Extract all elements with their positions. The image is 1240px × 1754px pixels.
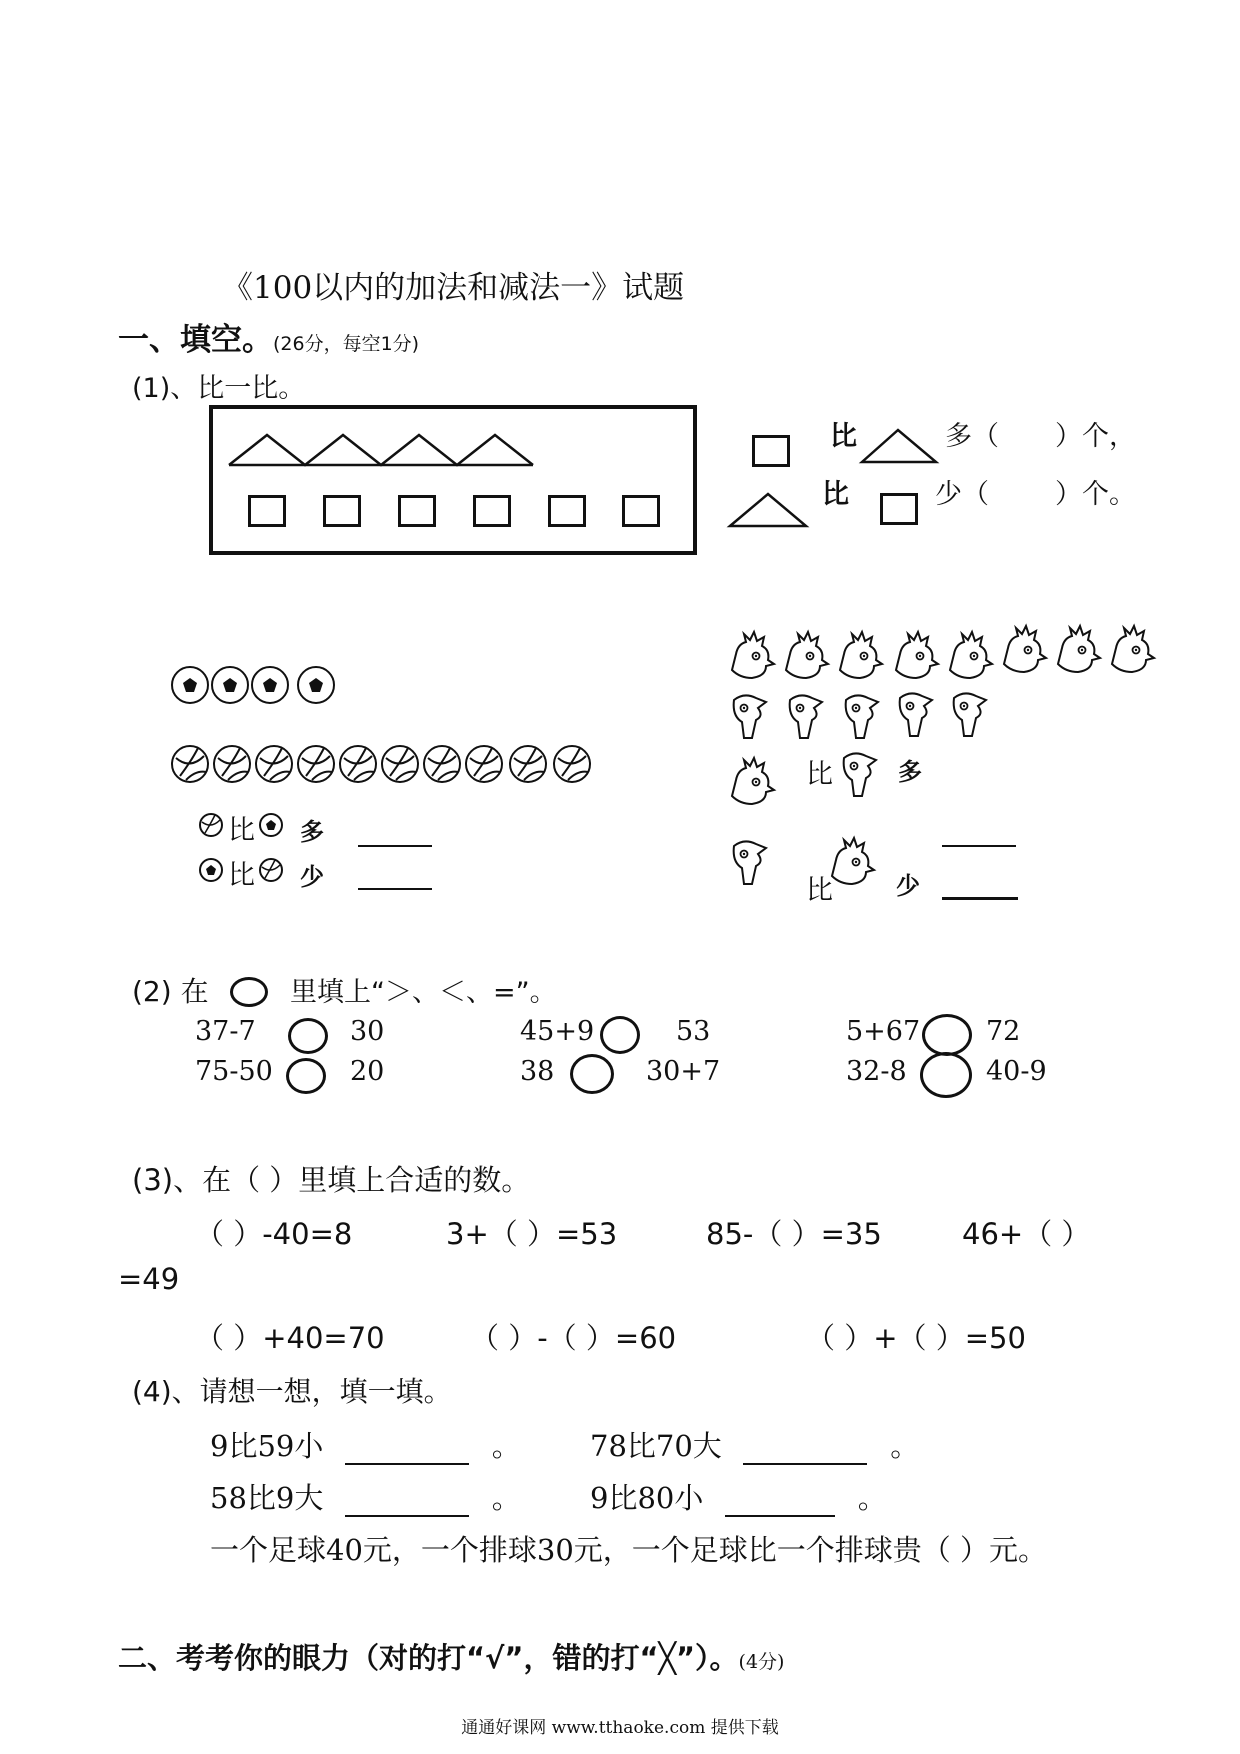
q2-item-1-left: 37-7 xyxy=(195,1016,256,1047)
q1-line2-bi: 比 xyxy=(822,479,849,510)
q4-item-4 xyxy=(590,1476,887,1517)
q4-item-1-period: 。 xyxy=(491,1429,521,1463)
chickens-more-blank[interactable] xyxy=(942,845,1016,847)
q4-item-1-text: 9比59小 xyxy=(210,1429,324,1463)
balls-bi-1: 比 xyxy=(228,815,255,846)
q4-item-1-blank[interactable] xyxy=(345,1435,469,1465)
q3-eq-7[interactable]: （ ）+（ ）=50 xyxy=(806,1321,1026,1355)
q2-item-4-right: 20 xyxy=(350,1056,385,1087)
compare-circle[interactable] xyxy=(286,1058,326,1094)
chickens-shao: 少 xyxy=(896,872,920,900)
q3-eq-1[interactable]: （ ）-40=8 xyxy=(195,1217,353,1251)
page-title: 《100以内的加法和减法一》试题 xyxy=(222,270,685,306)
section-1-title: 一、填空。 xyxy=(118,322,273,358)
q4-item-4-blank[interactable] xyxy=(725,1487,835,1517)
q2-item-1-right: 30 xyxy=(350,1016,385,1047)
q4-item-3-text: 58比9大 xyxy=(210,1481,324,1515)
q2-item-4-left: 75-50 xyxy=(195,1056,273,1087)
q2-item-2-right: 53 xyxy=(676,1016,711,1047)
q4-item-4-text: 9比80小 xyxy=(590,1481,704,1515)
balls-shao: 少 xyxy=(300,863,324,891)
q2-item-2-left: 45+9 xyxy=(520,1016,595,1047)
q1-line1-duo: 多（ xyxy=(945,421,999,452)
q1-line2-tail: ）个。 xyxy=(1055,479,1136,510)
q2-item-6-right: 40-9 xyxy=(986,1056,1047,1087)
chickens-duo: 多 xyxy=(898,758,922,786)
q4-item-4-period: 。 xyxy=(857,1481,887,1515)
balls-bi-2: 比 xyxy=(228,860,255,891)
q4-item-3 xyxy=(210,1476,521,1517)
page-footer: 通通好课网 www.tthaoke.com 提供下载 xyxy=(461,1718,779,1738)
q1-line1-tail: ）个， xyxy=(1055,421,1136,452)
chickens-bi-2: 比 xyxy=(806,875,833,906)
q4-item-2-text: 78比70大 xyxy=(590,1429,722,1463)
q1-line1-bi: 比 xyxy=(830,421,857,452)
q4-sentence: 一个足球40元，一个排球30元，一个足球比一个排球贵（ ）元。 xyxy=(210,1533,1048,1567)
q1-label: (1)、比一比。 xyxy=(132,373,306,404)
compare-circle[interactable] xyxy=(920,1052,972,1098)
q2-item-5-left: 38 xyxy=(520,1056,555,1087)
q2-label-suffix: 里填上“＞、＜、=”。 xyxy=(290,977,557,1008)
q4-item-2 xyxy=(590,1424,919,1465)
balls-duo: 多 xyxy=(300,818,324,846)
section-2-title: 二、考考你的眼力（对的打“√”，错的打“╳”）。 xyxy=(118,1641,739,1675)
chickens-less-blank[interactable] xyxy=(942,897,1018,900)
compare-circle[interactable] xyxy=(288,1018,328,1054)
q4-item-1 xyxy=(210,1424,521,1465)
q4-label: (4)、请想一想，填一填。 xyxy=(132,1375,452,1408)
q3-label: (3)、在（ ）里填上合适的数。 xyxy=(132,1163,531,1197)
q4-item-2-period: 。 xyxy=(890,1429,920,1463)
compare-circle[interactable] xyxy=(600,1016,640,1054)
q2-item-5-right: 30+7 xyxy=(646,1056,721,1087)
section-1-points: (26分，每空1分) xyxy=(273,333,420,355)
q3-eq-3[interactable]: 85-（ ）=35 xyxy=(706,1217,882,1251)
q3-eq-4[interactable]: 46+（ ） xyxy=(962,1217,1091,1251)
q2-item-6-left: 32-8 xyxy=(846,1056,907,1087)
q4-item-3-period: 。 xyxy=(491,1481,521,1515)
section-2-heading xyxy=(118,1636,784,1677)
q4-item-3-blank[interactable] xyxy=(345,1487,469,1517)
q4-item-2-blank[interactable] xyxy=(743,1435,867,1465)
q2-item-3-right: 72 xyxy=(986,1016,1021,1047)
q2-label-prefix: (2) 在 xyxy=(132,975,209,1008)
q3-eq-2[interactable]: 3+（ ）=53 xyxy=(446,1217,618,1251)
q3-eq-4-wrap: =49 xyxy=(118,1262,180,1296)
q3-eq-6[interactable]: （ ）-（ ）=60 xyxy=(470,1321,677,1355)
compare-circle[interactable] xyxy=(570,1054,614,1094)
q3-eq-5[interactable]: （ ）+40=70 xyxy=(195,1321,385,1355)
section-2-points: (4分) xyxy=(738,1651,785,1673)
q1-line2-shao: 少（ xyxy=(935,479,989,510)
compare-circle[interactable] xyxy=(922,1014,972,1056)
chickens-bi-1: 比 xyxy=(806,759,833,790)
q2-item-3-left: 5+67 xyxy=(846,1016,921,1047)
circle-icon xyxy=(230,977,268,1007)
